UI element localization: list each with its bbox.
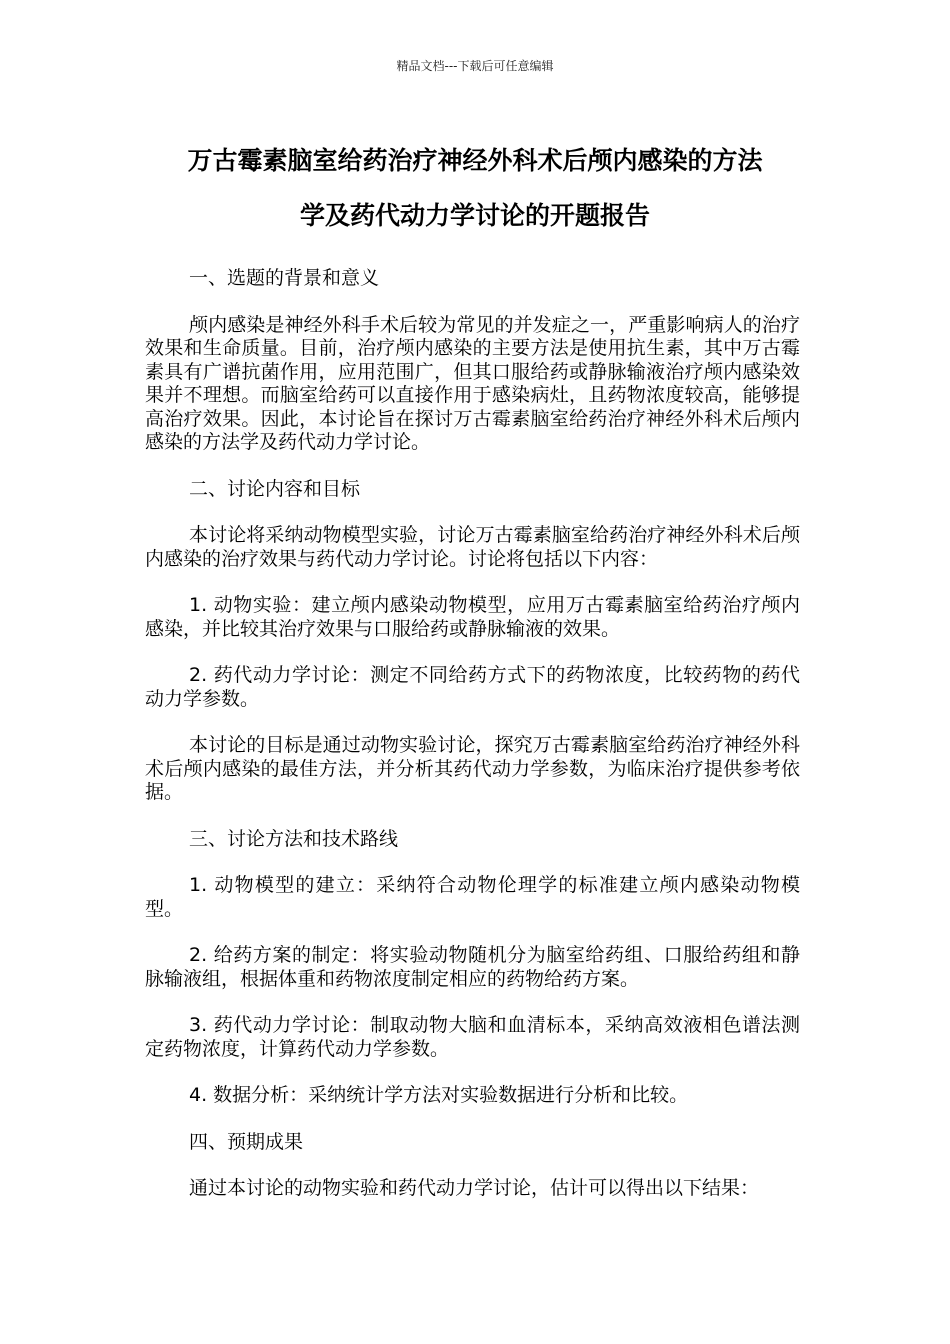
method-item-data-analysis: 4. 数据分析：采纳统计学方法对实验数据进行分析和比较。 — [189, 1084, 689, 1106]
document-body — [145, 267, 800, 1224]
document-title-line-1: 万古霉素脑室给药治疗神经外科术后颅内感染的方法 — [187, 146, 763, 175]
page-header: 精品文档---下载后可任意编辑 — [396, 59, 554, 73]
content-intro-paragraph: 本讨论将采纳动物模型实验，讨论万古霉素脑室给药治疗神经外科术后颅内感染的治疗效果与药代动力学讨论。讨论将包括以下内容： — [145, 524, 800, 570]
method-item-pharmacokinetics: 3. 药代动力学讨论：制取动物大脑和血清标本，采纳高效液相色谱法测定药物浓度，计算药代动力学参数。 — [145, 1014, 800, 1060]
content-item-animal-experiment: 1. 动物实验：建立颅内感染动物模型，应用万古霉素脑室给药治疗颅内感染，并比较其治疗效果与口服给药或静脉输液的效果。 — [145, 594, 800, 640]
section-heading-expected-results: 四、预期成果 — [189, 1130, 304, 1153]
document-title — [120, 133, 830, 243]
expected-results-paragraph: 通过本讨论的动物实验和药代动力学讨论，估计可以得出以下结果： — [189, 1177, 760, 1199]
document-title-line-2: 学及药代动力学讨论的开题报告 — [299, 201, 650, 230]
method-item-model: 1. 动物模型的建立：采纳符合动物伦理学的标准建立颅内感染动物模型。 — [145, 874, 800, 920]
goals-paragraph: 本讨论的目标是通过动物实验讨论，探究万古霉素脑室给药治疗神经外科术后颅内感染的最佳方法，并分析其药代动力学参数，为临床治疗提供参考依据。 — [145, 734, 800, 803]
method-item-dosing: 2. 给药方案的制定：将实验动物随机分为脑室给药组、口服给药组和静脉输液组，根据体重和药物浓度制定相应的药物给药方案。 — [145, 944, 800, 990]
section-heading-content-goals: 二、讨论内容和目标 — [189, 477, 361, 500]
section-heading-methods: 三、讨论方法和技术路线 — [189, 827, 399, 850]
content-item-pharmacokinetics: 2. 药代动力学讨论：测定不同给药方式下的药物浓度，比较药物的药代动力学参数。 — [145, 664, 800, 710]
background-paragraph: 颅内感染是神经外科手术后较为常见的并发症之一，严重影响病人的治疗效果和生命质量。目前，治疗颅内感染的主要方法是使用抗生素，其中万古霉素具有广谱抗菌作用，应用范围广，但其口服给药或静脉输液治疗颅内感染效果并不理想。而脑室给药可以直接作用于感染病灶，且药物浓度较高，能够提高治疗效果。因此，本讨论旨在探讨万古霉素脑室给药治疗神经外科术后颅内感染的方法学及药代动力学讨论。 — [145, 313, 800, 453]
section-heading-background: 一、选题的背景和意义 — [189, 267, 380, 289]
